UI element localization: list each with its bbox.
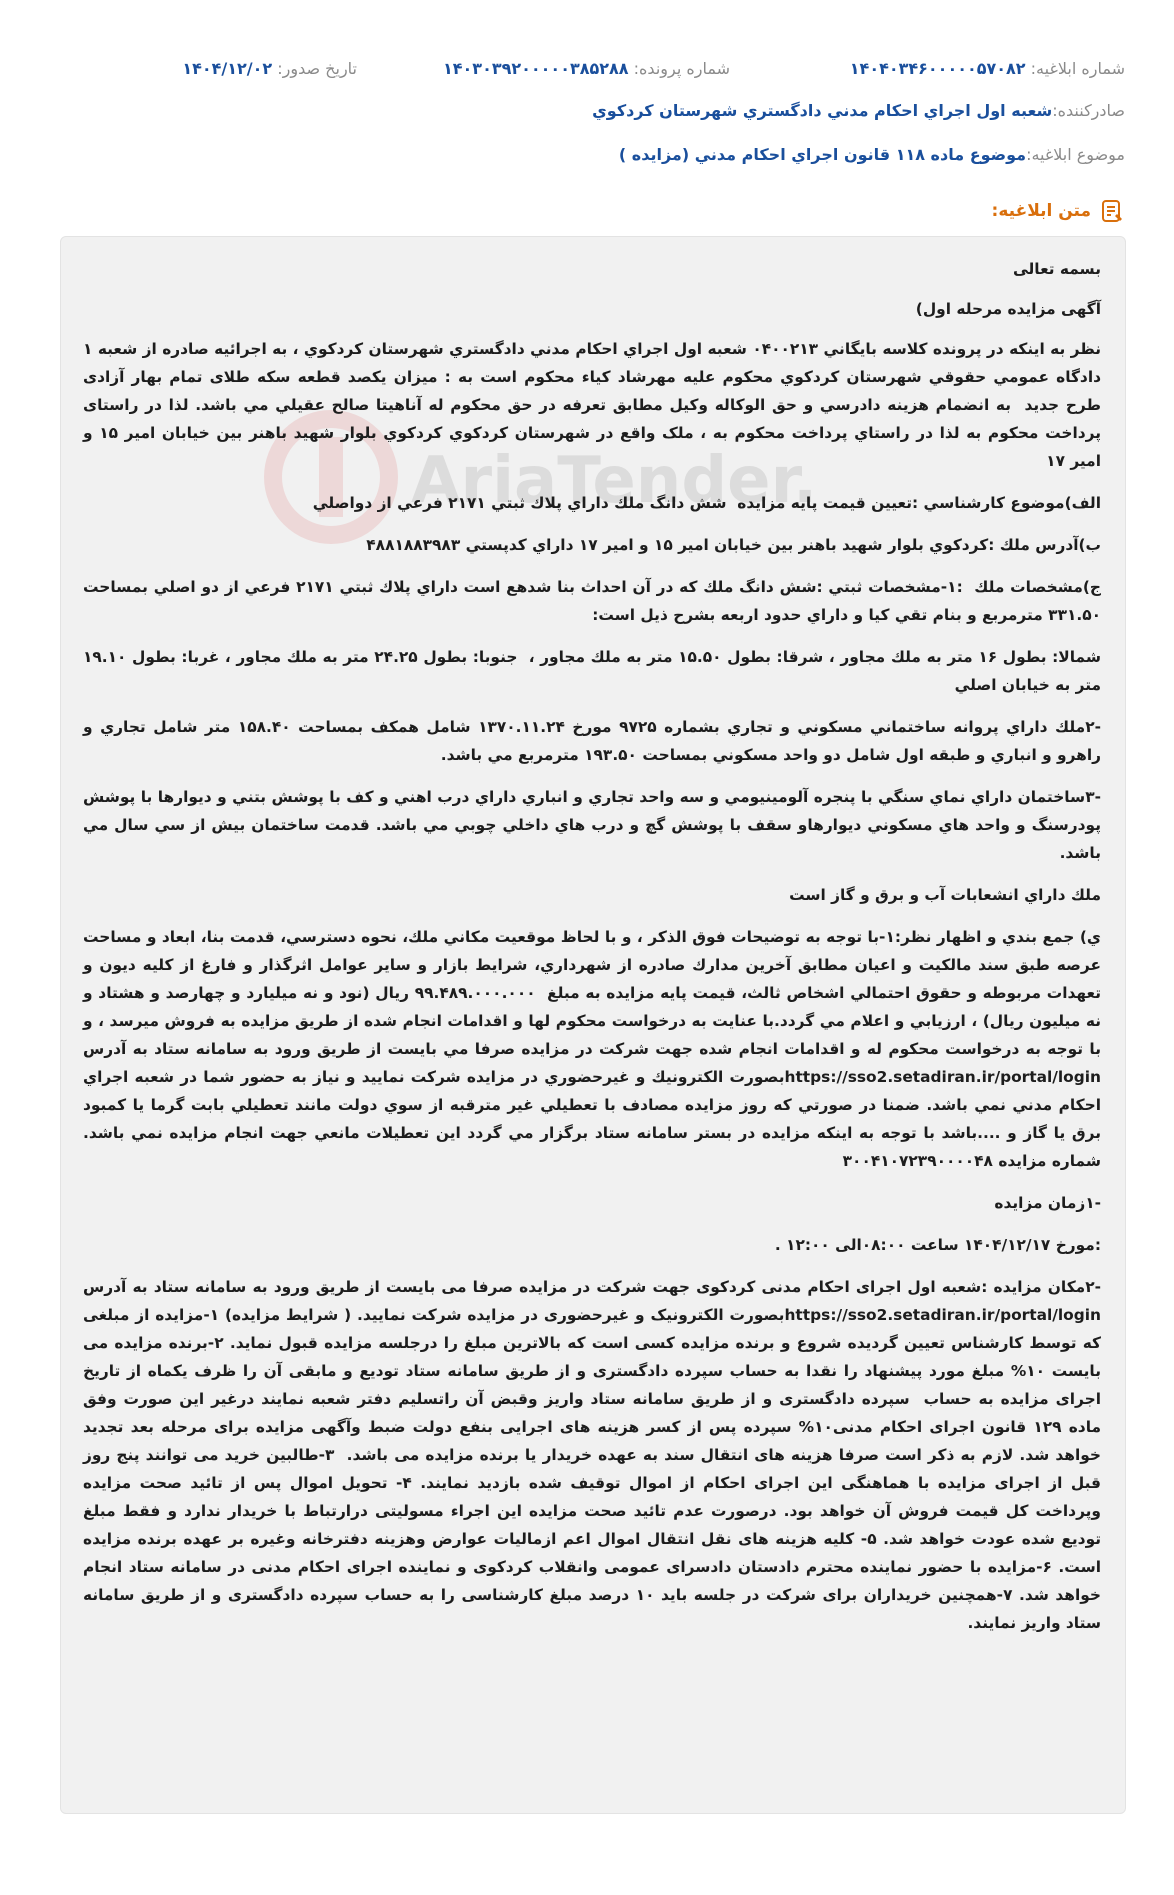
paragraph-utilities: ملك داراي انشعابات آب و برق و گاز است xyxy=(789,886,1101,904)
subject-row xyxy=(49,139,1125,169)
notice-text-heading-label: متن ابلاغیه: xyxy=(991,201,1091,221)
paragraph-building-permit: -۲ملك داراي پروانه ساختماني مسكوني و تجاري بشماره ۹۷۲۵ مورخ ۱۳۷۰.۱۱.۲۴ شامل همكف بمساحت ۱۵۸.۴۰ متر شامل تجاري و راهرو و انباري و طبقه اول شامل دو واحد مسكوني بمساحت ۱۹۳.۵۰ مترمربع مي باشد. xyxy=(77,718,1101,764)
paragraph-basmala: بسمه تعالی xyxy=(1012,260,1101,278)
notice-number-field xyxy=(850,59,1125,78)
notice-text-box xyxy=(60,236,1126,1814)
issuer-value: شعبه اول اجراي احكام مدني دادگستري شهرستان كردكوي xyxy=(592,100,1053,120)
paragraph-property-address: ب)آدرس ملك :كردكوي بلوار شهيد باهنر بين خيابان امير ۱۵ و امير ۱۷ داراي كدپستي ۴۸۸۱۸۸۳۹۸۳ xyxy=(366,536,1101,554)
case-number-label: شماره پرونده: xyxy=(633,58,730,78)
paragraph-valuation-summary: ي) جمع بندي و اظهار نظر:۱-با توجه به توضيحات فوق الذكر ، و با لحاظ موقعيت مكاني ملك، نحوه دسترسي، قدمت بنا، ابعاد و مساحت عرصه طبق سند مالكيت و اعيان مطابق آخرين مدارك صادره از شهرداري، شرايط بازار و ساير عوامل اثرگذار و فارغ از كليه ديون و تعهدات مربوطه و حقوق احتمالي اشخاص ثالث، قيمت پايه مزايده به مبلغ ۹۹.۴۸۹.۰۰۰.۰۰۰ ريال (نود و نه ميليارد و چهارصد و هشتاد و نه ميليون ريال) ، ارزيابي و اعلام مي گردد.با عنايت به درخواست محكوم لها و اقدامات انجام شده از طريق مزايده به فروش ميرسد ، و با توجه به درخواست محكوم له و اقدامات انجام شده جهت شركت در مزايده صرفا مي بايست از طريق ورود به سامانه ستاد به آدرس https://sso2.setadiran.ir/portal/loginبصورت الكترونيك و غيرحضوري در مزايده شركت نماييد و نياز به حضور شما در شعبه اجراي احكام مدني نمي باشد. ضمنا در صورتي كه روز مزايده مصادف با تعطيلي غير مترقبه از سوي دولت مانند تعطيلي بابت گرما يا كمبود برق يا گاز و ....باشد با توجه به اينكه مزايده در بستر سامانه ستاد برگزار مي گردد اين تعطيلات مانعي جهت انجام مزايده نمي باشد. شماره مزايده ۳۰۰۴۱۰۷۲۳۹۰۰۰۰۴۸ xyxy=(77,928,1101,1170)
paragraph-building-description: -۳ساختمان داراي نماي سنگي با پنجره آلومينيومي و سه واحد تجاري و انباري داراي درب اهني و كف با پوشش بتني و ديوارها با پوشش پودرسنگ و واحد هاي مسكوني ديوارهاو سقف با پوشش گچ و درب هاي داخلي چوبي مي باشد. قدمت ساختمان بيش از سي سال مي باشد. xyxy=(77,788,1101,862)
issue-date-value: ۱۴۰۴/۱۲/۰۲ xyxy=(182,58,273,78)
subject-label: موضوع ابلاغیه: xyxy=(1026,144,1125,164)
document-icon xyxy=(1099,198,1125,224)
header-row-numbers xyxy=(49,53,1125,83)
case-number-value: ۱۴۰۳۰۳۹۲۰۰۰۰۰۳۸۵۲۸۸ xyxy=(443,58,629,78)
paragraph-property-registration: ج)مشخصات ملك :۱-مشخصات ثبتي :شش دانگ ملك كه در آن احداث بنا شدهع است داراي پلاك ثبتي ۲۱۷۱ فرعي از دو اصلي بمساحت ۳۳۱.۵۰ مترمربع و بنام تقي كيا و داراي حدود اربعه بشرح ذيل است: xyxy=(77,578,1101,624)
subject-value: موضوع ماده ۱۱۸ قانون اجراي احكام مدني (مزايده ) xyxy=(618,144,1027,164)
paragraph-auction-date: :مورخ ۱۴۰۴/۱۲/۱۷ ساعت ۰۸:۰۰الی ۱۲:۰۰ . xyxy=(774,1236,1101,1254)
paragraph-expert-subject: الف)موضوع كارشناسي :تعيين قيمت پايه مزايده شش دانگ ملك داراي پلاك ثبتي ۲۱۷۱ فرعي از دواصلي xyxy=(312,494,1101,512)
paragraph-case-intro: نظر به اينكه در پرونده كلاسه بايگاني ۰۴۰۰۲۱۳ شعبه اول اجراي احكام مدني دادگستري شهرستان كردكوي ، به اجرائيه صادره از شعبه ۱ دادگاه عمومي حقوقي شهرستان كردكوي محكوم عليه مهرشاد كياء محكوم است به : ميزان يكصد قطعه سكه طلاى تمام بهار آزادى طرح جديد به انضمام هزينه دادرسي و حق الوكاله وكيل مطابق تعرفه در حق محكوم له آناهيتا صالح عقيلي مي باشد. لذا در راستای پرداخت محکوم به لذا در راستاي پرداخت محكوم به ، ملک واقع در شهرستان کردکوي كردكوي بلوار شهيد باهنر بين خيابان امير ۱۵ و امير ۱۷ xyxy=(77,340,1101,470)
svg-text:AriaTender.net: AriaTender. xyxy=(411,444,818,518)
notice-number-value: ۱۴۰۴۰۳۴۶۰۰۰۰۰۵۷۰۸۲ xyxy=(849,58,1026,78)
case-number-field xyxy=(443,59,730,78)
issuer-row xyxy=(49,95,1125,125)
paragraph-boundaries: شمالا: بطول ۱۶ متر به ملك مجاور ، شرقا: بطول ۱۵.۵۰ متر به ملك مجاور ، جنوبا: بطول ۲۴.۲۵ متر به ملك مجاور ، غربا: بطول ۱۹.۱۰ متر به خيابان اصلي xyxy=(77,648,1101,694)
paragraph-notice-heading: آگهی مزایده مرحله اول) xyxy=(915,300,1101,318)
notice-number-label: شماره ابلاغیه: xyxy=(1030,58,1125,78)
issue-date-label: تاریخ صدور: xyxy=(277,58,357,78)
issuer-label: صادرکننده: xyxy=(1052,100,1125,120)
notice-text-heading xyxy=(992,198,1125,224)
paragraph-auction-time-heading: -۱زمان مزایده xyxy=(994,1194,1101,1212)
issue-date-field xyxy=(182,59,357,78)
paragraph-auction-conditions: -۲مکان مزایده :شعبه اول اجرای احکام مدنی کردکوی جهت شرکت در مزایده صرفا می بایست از طریق ورود به سامانه ستاد به آدرس https://sso2.setadiran.ir/portal/loginبصورت الکترونیک و غیرحضوری در مزایده شرکت نمایید. ( شرایط مزایده) ۱-مزایده از مبلغی که توسط کارشناس تعیین گردیده شروع و برنده مزایده کسی است که بالاترین مبلغ را درجلسه مزایده قبول نماید. ۲-برنده مزایده می بایست ۱۰% مبلغ مورد پیشنهاد را نقدا به حساب سپرده دادگستری و از طریق سامانه ستاد تودیع و مابقی آن را ظرف یکماه از تاریخ اجرای مزایده به حساب سپرده دادگستری و از طریق سامانه ستاد واریز وقبض آن راتسلیم دفتر شعبه نمایند درغیر این صورت وفق ماده ۱۲۹ قانون اجرای احکام مدنی۱۰% سپرده پس از کسر هزینه های اجرایی بنفع دولت ضبط وآگهی مزایده برای مرحله بعد تجدید خواهد شد. لازم به ذکر است صرفا هزینه های انتقال سند به عهده خریدار یا برنده مزایده می باشد. ۳-طالبین خرید می توانند پنج روز قبل از اجرای مزایده با هماهنگی این اجرای احکام از اموال توقیف شده بازدید نمایند. ۴- تحویل اموال پس از تائید صحت مزایده وپرداخت کل قیمت فروش آن خواهد بود. درصورت عدم تائید صحت مزایده این اجراء مسولیتی درارتباط با خریدار ندارد و فقط مبلغ تودیع شده عودت خواهد شد. ۵- کلیه هزینه های نقل انتقال اموال اعم ازمالیات عوارض وهزینه دفترخانه وغیره بر عهده برنده مزایده است. ۶-مزایده با حضور نماینده محترم دادستان دادسرای عمومی وانقلاب کردکوی و نماینده اجرای احکام مدنی در سامانه ستاد انجام خواهد شد. ۷-همچنین خریداران برای شرکت در جلسه باید ۱۰ درصد مبلغ کارشناسی را به حساب سپرده دادگستری و از طریق سامانه ستاد واریز نمایند. xyxy=(77,1278,1101,1632)
